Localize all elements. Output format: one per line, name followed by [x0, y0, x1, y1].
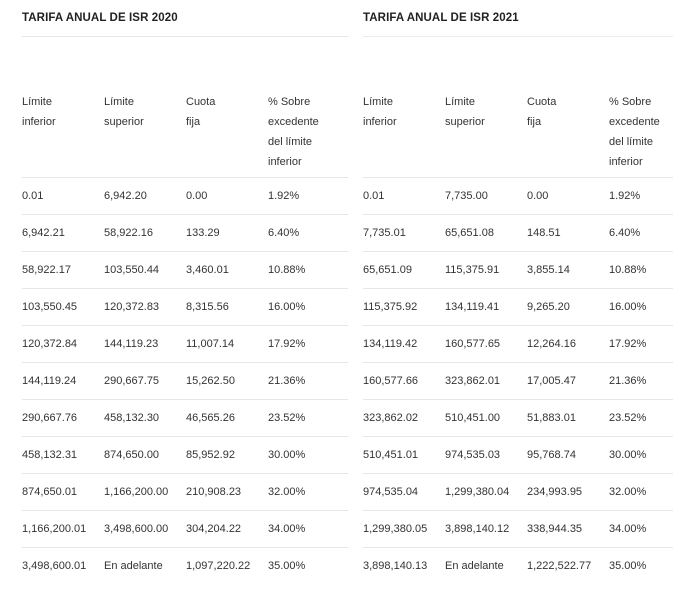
cell-limite-superior: 323,862.01 [445, 375, 501, 387]
table-row [363, 252, 673, 289]
cell-cuota-fija: 148.51 [527, 227, 561, 239]
cell-porcentaje: 30.00% [268, 449, 306, 461]
cell-limite-superior: 3,498,600.00 [104, 523, 169, 535]
table-row [22, 289, 348, 326]
table-title: TARIFA ANUAL DE ISR 2021 [363, 12, 519, 24]
header-line: Cuota [186, 96, 216, 108]
cell-cuota-fija: 0.00 [527, 190, 549, 202]
cell-limite-inferior: 7,735.01 [363, 227, 406, 239]
table-row [363, 511, 673, 548]
cell-limite-inferior: 323,862.02 [363, 412, 419, 424]
cell-limite-inferior: 160,577.66 [363, 375, 419, 387]
cell-porcentaje: 1.92% [268, 190, 300, 202]
cell-limite-inferior: 510,451.01 [363, 449, 419, 461]
table-row [22, 252, 348, 289]
cell-porcentaje: 23.52% [609, 412, 647, 424]
cell-limite-inferior: 0.01 [22, 190, 44, 202]
header-limite-superior [104, 92, 144, 132]
cell-limite-superior: 3,898,140.12 [445, 523, 510, 535]
header-line: del límite [268, 136, 313, 148]
cell-limite-superior: 290,667.75 [104, 375, 160, 387]
cell-porcentaje: 16.00% [609, 301, 647, 313]
cell-cuota-fija: 8,315.56 [186, 301, 229, 313]
cell-cuota-fija: 3,460.01 [186, 264, 229, 276]
header-limite-inferior [22, 92, 56, 132]
cell-cuota-fija: 95,768.74 [527, 449, 576, 461]
table-row [363, 363, 673, 400]
cell-porcentaje: 10.88% [609, 264, 647, 276]
table-body [22, 178, 348, 585]
table-title-row [363, 0, 673, 37]
header-line: % Sobre [268, 96, 311, 108]
cell-porcentaje: 10.88% [268, 264, 306, 276]
cell-limite-inferior: 1,166,200.01 [22, 523, 87, 535]
cell-limite-superior: En adelante [445, 560, 504, 572]
cell-limite-inferior: 3,898,140.13 [363, 560, 428, 572]
table-header-row [22, 37, 348, 178]
cell-limite-inferior: 458,132.31 [22, 449, 78, 461]
table-row [22, 548, 348, 585]
cell-porcentaje: 32.00% [609, 486, 647, 498]
cell-cuota-fija: 17,005.47 [527, 375, 576, 387]
table-row [363, 437, 673, 474]
cell-limite-inferior: 3,498,600.01 [22, 560, 87, 572]
cell-limite-superior: 115,375.91 [445, 264, 500, 276]
table-row [363, 474, 673, 511]
table-row [22, 363, 348, 400]
cell-porcentaje: 6.40% [268, 227, 300, 239]
cell-limite-inferior: 0.01 [363, 190, 385, 202]
cell-limite-superior: 974,535.03 [445, 449, 501, 461]
header-line: Límite [445, 96, 475, 108]
tarifa-2020-table [22, 0, 348, 572]
cell-porcentaje: 21.36% [609, 375, 647, 387]
cell-porcentaje: 17.92% [609, 338, 647, 350]
cell-limite-superior: 7,735.00 [445, 190, 488, 202]
cell-cuota-fija: 338,944.35 [527, 523, 583, 535]
header-line: inferior [363, 116, 397, 128]
header-porcentaje-excedente [609, 92, 660, 172]
header-limite-inferior [363, 92, 397, 132]
header-line: % Sobre [609, 96, 652, 108]
table-row [363, 215, 673, 252]
cell-limite-superior: En adelante [104, 560, 163, 572]
header-line: Límite [22, 96, 52, 108]
table-row [22, 511, 348, 548]
cell-porcentaje: 1.92% [609, 190, 641, 202]
cell-limite-inferior: 144,119.24 [22, 375, 77, 387]
table-row [22, 215, 348, 252]
cell-limite-superior: 134,119.41 [445, 301, 500, 313]
cell-limite-inferior: 874,650.01 [22, 486, 78, 498]
cell-limite-inferior: 290,667.76 [22, 412, 78, 424]
table-row [363, 548, 673, 585]
table-title-row [22, 0, 348, 37]
cell-cuota-fija: 12,264.16 [527, 338, 576, 350]
cell-porcentaje: 6.40% [609, 227, 641, 239]
cell-limite-inferior: 974,535.04 [363, 486, 419, 498]
header-line: Cuota [527, 96, 557, 108]
cell-porcentaje: 35.00% [268, 560, 306, 572]
table-title: TARIFA ANUAL DE ISR 2020 [22, 12, 178, 24]
header-line: Límite [363, 96, 393, 108]
cell-limite-superior: 58,922.16 [104, 227, 153, 239]
header-cuota-fija [186, 92, 215, 132]
cell-limite-inferior: 65,651.09 [363, 264, 412, 276]
header-line: fija [527, 116, 542, 128]
header-cuota-fija [527, 92, 556, 132]
cell-limite-inferior: 1,299,380.05 [363, 523, 428, 535]
table-row [363, 400, 673, 437]
cell-porcentaje: 34.00% [609, 523, 647, 535]
cell-porcentaje: 23.52% [268, 412, 306, 424]
header-line: superior [104, 116, 144, 128]
table-row [22, 326, 348, 363]
cell-cuota-fija: 3,855.14 [527, 264, 570, 276]
table-row [363, 289, 673, 326]
cell-cuota-fija: 9,265.20 [527, 301, 570, 313]
cell-limite-superior: 458,132.30 [104, 412, 160, 424]
header-line: excedente [609, 116, 660, 128]
cell-limite-inferior: 6,942.21 [22, 227, 65, 239]
table-header-row [363, 37, 673, 178]
header-line: fija [186, 116, 201, 128]
cell-cuota-fija: 46,565.26 [186, 412, 235, 424]
header-line: inferior [609, 156, 643, 168]
cell-porcentaje: 32.00% [268, 486, 306, 498]
cell-cuota-fija: 85,952.92 [186, 449, 235, 461]
cell-porcentaje: 34.00% [268, 523, 306, 535]
cell-limite-superior: 874,650.00 [104, 449, 160, 461]
table-row [363, 178, 673, 215]
cell-limite-superior: 160,577.65 [445, 338, 501, 350]
cell-cuota-fija: 15,262.50 [186, 375, 235, 387]
table-row [363, 326, 673, 363]
table-row [22, 437, 348, 474]
cell-limite-inferior: 115,375.92 [363, 301, 418, 313]
header-limite-superior [445, 92, 485, 132]
table-body [363, 178, 673, 585]
table-row [22, 400, 348, 437]
header-line: Límite [104, 96, 134, 108]
table-row [22, 474, 348, 511]
cell-porcentaje: 21.36% [268, 375, 306, 387]
cell-porcentaje: 16.00% [268, 301, 306, 313]
cell-cuota-fija: 0.00 [186, 190, 208, 202]
header-line: del límite [609, 136, 654, 148]
table-row [22, 178, 348, 215]
cell-cuota-fija: 51,883.01 [527, 412, 576, 424]
cell-porcentaje: 30.00% [609, 449, 647, 461]
tarifa-2021-table [363, 0, 673, 572]
cell-limite-superior: 510,451.00 [445, 412, 501, 424]
cell-porcentaje: 35.00% [609, 560, 647, 572]
cell-cuota-fija: 1,097,220.22 [186, 560, 251, 572]
header-line: excedente [268, 116, 319, 128]
cell-limite-superior: 65,651.08 [445, 227, 494, 239]
cell-limite-inferior: 120,372.84 [22, 338, 78, 350]
header-line: inferior [22, 116, 56, 128]
header-line: inferior [268, 156, 302, 168]
cell-cuota-fija: 304,204.22 [186, 523, 242, 535]
cell-cuota-fija: 210,908.23 [186, 486, 242, 498]
cell-cuota-fija: 133.29 [186, 227, 220, 239]
cell-limite-inferior: 134,119.42 [363, 338, 418, 350]
header-line: superior [445, 116, 485, 128]
cell-limite-inferior: 58,922.17 [22, 264, 71, 276]
cell-cuota-fija: 1,222,522.77 [527, 560, 592, 572]
cell-limite-superior: 1,166,200.00 [104, 486, 169, 498]
cell-limite-superior: 144,119.23 [104, 338, 159, 350]
cell-limite-superior: 103,550.44 [104, 264, 160, 276]
cell-limite-inferior: 103,550.45 [22, 301, 78, 313]
cell-cuota-fija: 234,993.95 [527, 486, 583, 498]
cell-cuota-fija: 11,007.14 [186, 338, 235, 350]
cell-limite-superior: 120,372.83 [104, 301, 160, 313]
header-porcentaje-excedente [268, 92, 319, 172]
cell-limite-superior: 1,299,380.04 [445, 486, 510, 498]
cell-limite-superior: 6,942.20 [104, 190, 147, 202]
cell-porcentaje: 17.92% [268, 338, 306, 350]
